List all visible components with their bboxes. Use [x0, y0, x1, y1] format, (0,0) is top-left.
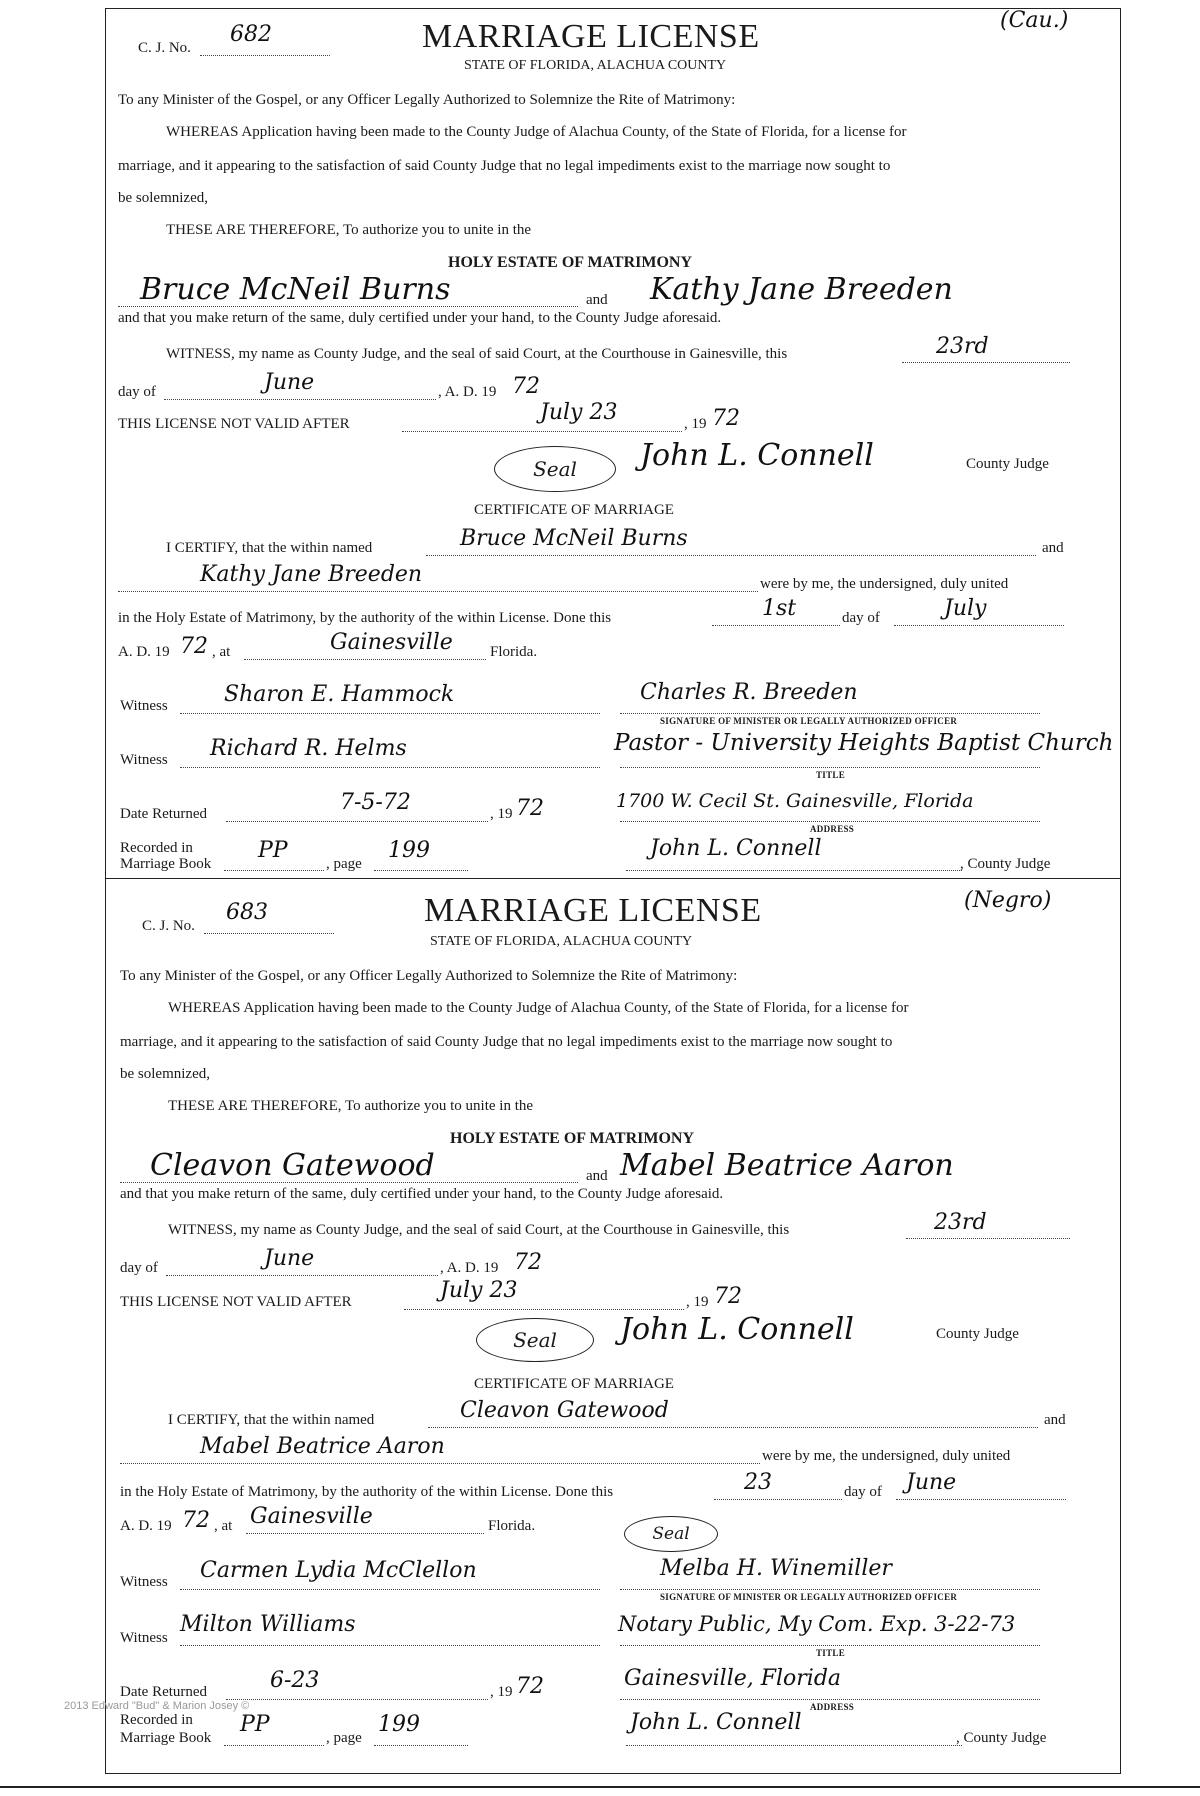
at-label: , at: [214, 1518, 233, 1534]
florida-label: Florida.: [490, 644, 538, 660]
court-seal-stamp: Seal: [476, 1318, 594, 1362]
whereas-line-1: WHEREAS Application having been made to the County Judge of Alachua County, of the State of Florida, for a license for: [168, 1000, 909, 1016]
day-of-label: day of: [844, 1484, 882, 1500]
whereas-line-2: marriage, and it appearing to the satisfaction of said County Judge that no legal impediments exist to the marriage now sought to: [118, 158, 891, 174]
marriage-city: Gainesville: [330, 630, 453, 655]
page-number: 199: [388, 838, 430, 863]
license-subtitle: STATE OF FLORIDA, ALACHUA COUNTY: [464, 58, 727, 73]
done-month: July: [944, 596, 987, 621]
month: June: [264, 1246, 315, 1271]
holy-estate-heading: HOLY ESTATE OF MATRIMONY: [450, 1130, 695, 1147]
whereas-line-3: be solemnized,: [120, 1066, 210, 1082]
not-valid-year-label: , 19: [686, 1294, 709, 1310]
witness-day: 23rd: [934, 1210, 987, 1235]
whereas-line-2: marriage, and it appearing to the satisfaction of said County Judge that no legal impediments exist to the marriage now sought to: [120, 1034, 893, 1050]
recording-judge-signature: John L. Connell: [650, 836, 822, 861]
witness-2-signature: Richard R. Helms: [210, 736, 407, 761]
united-label: were by me, the undersigned, duly united: [760, 576, 1009, 592]
florida-label: Florida.: [488, 1518, 536, 1534]
cj-number: 682: [230, 22, 272, 47]
witness-day: 23rd: [936, 334, 989, 359]
return-line: and that you make return of the same, duly certified under your hand, to the County Judge aforesaid.: [118, 310, 722, 326]
address-label: ADDRESS: [810, 1702, 855, 1712]
race-note: (Cau.): [1000, 8, 1069, 33]
witness-line: WITNESS, my name as County Judge, and the seal of said Court, at the Courthouse in Gainesville, this: [168, 1222, 790, 1238]
judge-signature: John L. Connell: [620, 1312, 854, 1347]
witness-1-signature: Carmen Lydia McClellon: [200, 1558, 477, 1583]
ad-label: , A. D. 19: [438, 384, 497, 400]
witness-label: Witness: [120, 752, 168, 768]
done-day: 23: [744, 1470, 772, 1495]
ad-label: A. D. 19: [118, 644, 170, 660]
officer-title: Pastor - University Heights Baptist Church: [614, 730, 1114, 756]
officer-address: Gainesville, Florida: [624, 1666, 842, 1691]
these-are-therefore: THESE ARE THEREFORE, To authorize you to unite in the: [168, 1098, 534, 1114]
judge-signature: John L. Connell: [640, 438, 874, 473]
united-label: were by me, the undersigned, duly united: [762, 1448, 1011, 1464]
page-label: , page: [326, 1730, 362, 1746]
bride-name: Mabel Beatrice Aaron: [620, 1148, 954, 1183]
section-divider: [105, 878, 1121, 879]
license-year: 72: [512, 374, 540, 399]
court-seal-stamp: Seal: [494, 446, 616, 492]
bride-name: Kathy Jane Breeden: [650, 272, 953, 307]
returned-year-label: , 19: [490, 1684, 513, 1700]
bottom-border: [0, 1786, 1200, 1788]
officer-address: 1700 W. Cecil St. Gainesville, Florida: [616, 790, 974, 812]
page-label: , page: [326, 856, 362, 872]
certified-name-1: Cleavon Gatewood: [460, 1398, 669, 1423]
certified-name-1: Bruce McNeil Burns: [460, 526, 688, 551]
page-number: 199: [378, 1712, 420, 1737]
license-title: MARRIAGE LICENSE: [422, 18, 760, 55]
not-valid-date: July 23: [440, 1278, 518, 1303]
certified-name-2: Kathy Jane Breeden: [200, 562, 423, 587]
certificate-title: CERTIFICATE OF MARRIAGE: [474, 502, 674, 518]
marriage-city: Gainesville: [250, 1504, 373, 1529]
at-label: , at: [212, 644, 231, 660]
race-note: (Negro): [964, 888, 1052, 913]
address-label: ADDRESS: [810, 824, 855, 834]
ad-year: 72: [180, 634, 208, 659]
witness-1-signature: Sharon E. Hammock: [224, 682, 455, 707]
cj-number: 683: [226, 900, 268, 925]
witness-2-signature: Milton Williams: [180, 1612, 356, 1637]
ad-label: , A. D. 19: [440, 1260, 499, 1276]
county-judge-label: County Judge: [966, 456, 1049, 472]
month: June: [264, 370, 315, 395]
recorded-in-label: Recorded in: [120, 1712, 193, 1728]
returned-year: 72: [516, 796, 544, 821]
groom-name: Bruce McNeil Burns: [140, 272, 451, 307]
officer-title: Notary Public, My Com. Exp. 3-22-73: [618, 1612, 1016, 1636]
address-line: To any Minister of the Gospel, or any Officer Legally Authorized to Solemnize the Rite of Matrimony:: [120, 968, 738, 984]
done-month: June: [906, 1470, 957, 1495]
day-of-label: day of: [118, 384, 156, 400]
holy-estate-line: in the Holy Estate of Matrimony, by the authority of the within License. Done this: [118, 610, 612, 626]
date-returned: 7-5-72: [340, 790, 411, 815]
recording-judge-signature: John L. Connell: [630, 1710, 802, 1735]
returned-year: 72: [516, 1674, 544, 1699]
marriage-book-label: Marriage Book: [120, 1730, 212, 1746]
license-subtitle: STATE OF FLORIDA, ALACHUA COUNTY: [430, 934, 693, 949]
officer-signature: Charles R. Breeden: [640, 680, 858, 705]
done-day: 1st: [762, 596, 797, 621]
date-returned-label: Date Returned: [120, 1684, 208, 1700]
county-judge-label: , County Judge: [956, 1730, 1047, 1746]
not-valid-label: THIS LICENSE NOT VALID AFTER: [118, 416, 350, 432]
these-are-therefore: THESE ARE THEREFORE, To authorize you to unite in the: [166, 222, 532, 238]
ad-label: A. D. 19: [120, 1518, 172, 1534]
returned-year-label: , 19: [490, 806, 513, 822]
county-judge-label: , County Judge: [960, 856, 1051, 872]
license-title: MARRIAGE LICENSE: [424, 892, 762, 929]
title-label: TITLE: [816, 770, 846, 780]
witness-label: Witness: [120, 698, 168, 714]
certified-name-2: Mabel Beatrice Aaron: [200, 1434, 445, 1459]
marriage-book-label: Marriage Book: [120, 856, 212, 872]
holy-estate-line: in the Holy Estate of Matrimony, by the authority of the within License. Done this: [120, 1484, 614, 1500]
not-valid-date: July 23: [540, 400, 618, 425]
book-id: PP: [258, 838, 288, 863]
and-word: and: [1044, 1412, 1066, 1428]
cj-label: C. J. No.: [142, 918, 195, 934]
and-word: and: [1042, 540, 1064, 556]
holy-estate-heading: HOLY ESTATE OF MATRIMONY: [448, 254, 693, 271]
witness-label: Witness: [120, 1574, 168, 1590]
whereas-line-1: WHEREAS Application having been made to the County Judge of Alachua County, of the State of Florida, for a license for: [166, 124, 907, 140]
not-valid-label: THIS LICENSE NOT VALID AFTER: [120, 1294, 352, 1310]
officer-signature-label: SIGNATURE OF MINISTER OR LEGALLY AUTHORIZED OFFICER: [660, 716, 958, 726]
county-judge-label: County Judge: [936, 1326, 1019, 1342]
witness-label: Witness: [120, 1630, 168, 1646]
license-year: 72: [514, 1250, 542, 1275]
cj-label: C. J. No.: [138, 40, 191, 56]
ad-year: 72: [182, 1508, 210, 1533]
groom-name: Cleavon Gatewood: [150, 1148, 435, 1183]
and-word: and: [586, 292, 608, 308]
return-line: and that you make return of the same, duly certified under your hand, to the County Judge aforesaid.: [120, 1186, 724, 1202]
officer-seal-stamp: Seal: [624, 1516, 718, 1552]
officer-signature-label: SIGNATURE OF MINISTER OR LEGALLY AUTHORIZED OFFICER: [660, 1592, 958, 1602]
book-id: PP: [240, 1712, 270, 1737]
not-valid-year: 72: [714, 1284, 742, 1309]
not-valid-year: 72: [712, 406, 740, 431]
title-label: TITLE: [816, 1648, 846, 1658]
witness-line: WITNESS, my name as County Judge, and the seal of said Court, at the Courthouse in Gainesville, this: [166, 346, 788, 362]
day-of-label: day of: [120, 1260, 158, 1276]
certificate-title: CERTIFICATE OF MARRIAGE: [474, 1376, 674, 1392]
not-valid-year-label: , 19: [684, 416, 707, 432]
certify-label: I CERTIFY, that the within named: [168, 1412, 375, 1428]
copyright-watermark: 2013 Edward "Bud" & Marion Josey ©: [64, 1700, 250, 1712]
officer-signature: Melba H. Winemiller: [660, 1556, 892, 1581]
certify-label: I CERTIFY, that the within named: [166, 540, 373, 556]
day-of-label: day of: [842, 610, 880, 626]
whereas-line-3: be solemnized,: [118, 190, 208, 206]
address-line: To any Minister of the Gospel, or any Officer Legally Authorized to Solemnize the Rite of Matrimony:: [118, 92, 736, 108]
date-returned-label: Date Returned: [120, 806, 208, 822]
and-word: and: [586, 1168, 608, 1184]
recorded-in-label: Recorded in: [120, 840, 193, 856]
date-returned: 6-23: [270, 1668, 320, 1693]
